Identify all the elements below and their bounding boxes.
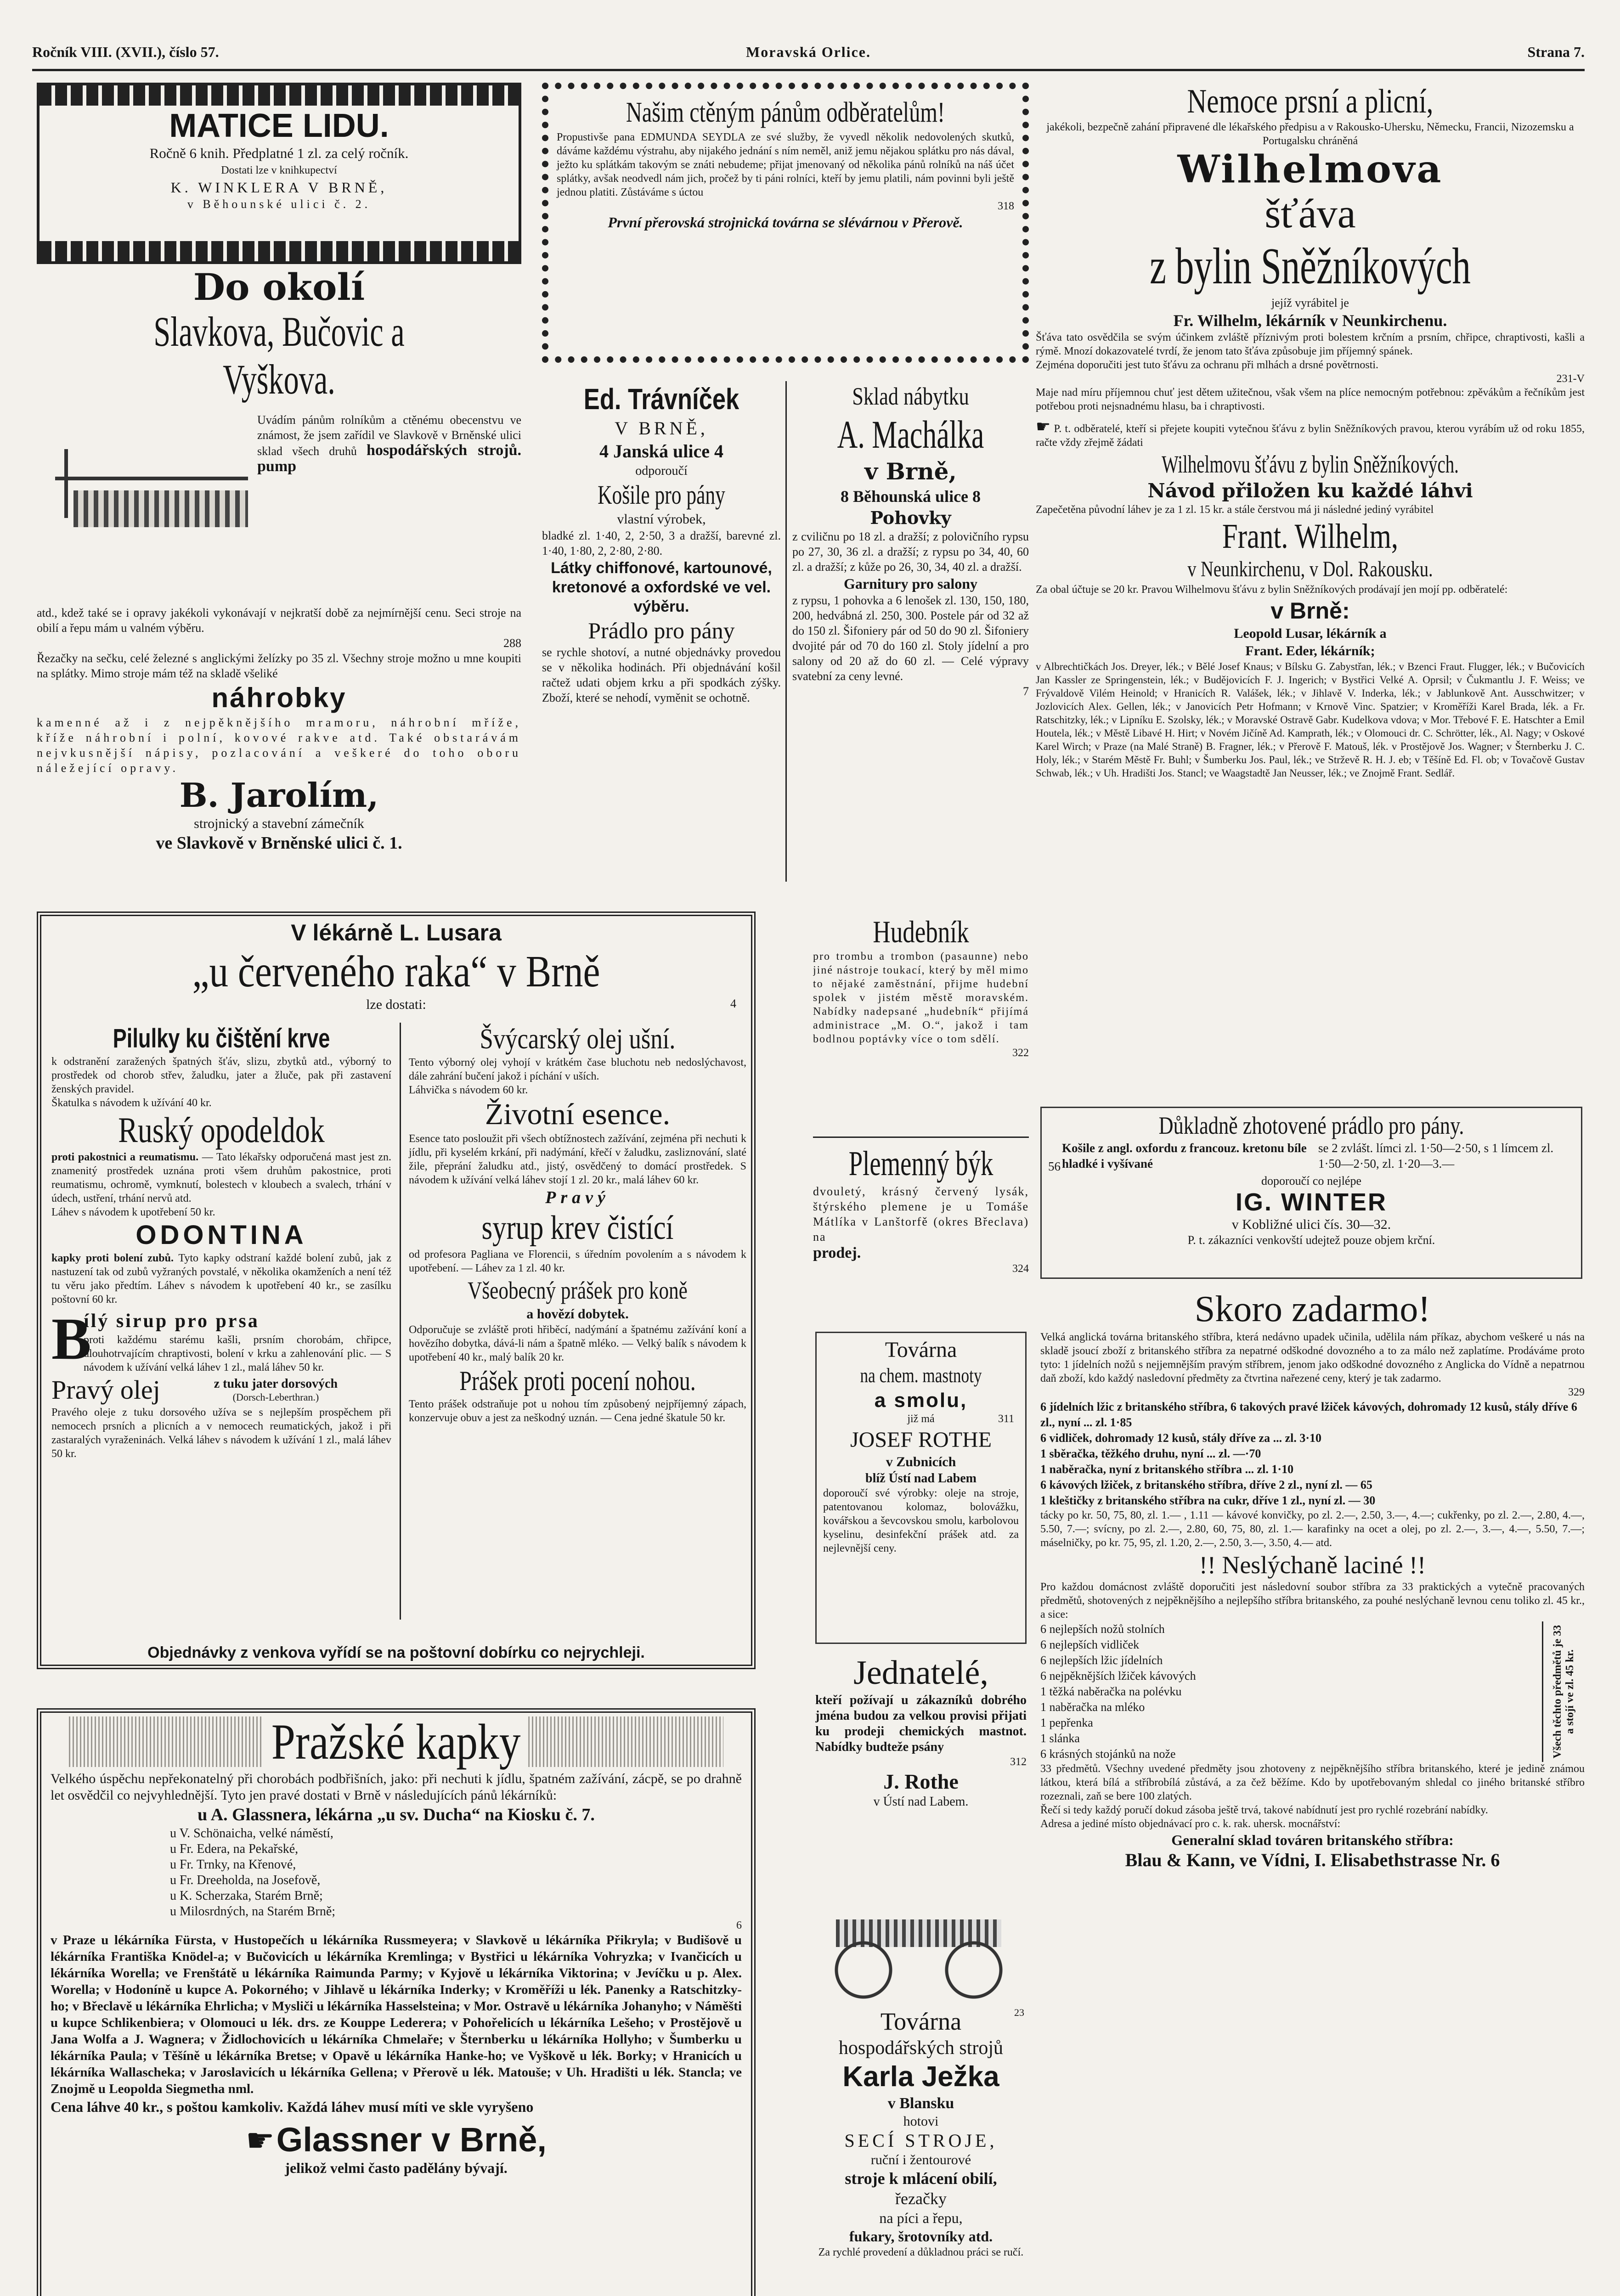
skoro-text: tácky po kr. 50, 75, 80, zl. 1.— , 1.11 — kávové konvičky, po zl. 2.—, 2.50, 3.—, 4.—; cukřenky, po zl. 2.—, 2.80, 4.—, 5.50, 7.—; svícny, po zl. 2.—, 2.80, 60, 75, 80, zl. 1.— karafinky na ocet a olej, po zl. 2.—, 3.—, 4.—, 5.50, 7.—; máselničky, po kr. 75, 95, zl. 1.20, 2.—, 2.50, 3.—, 3.50, 4.— atd. (1040, 1509, 1585, 1549)
skoro-set-item: 1 slánka (1040, 1732, 1080, 1745)
skoro-text: Pro každou domácnost zvláště doporučiti jest následovní soubor stříbra za 33 praktických a vytečně pracovaných předmětů, shotovených z nejpěknějšího a nejlepšího stříbra britanského, za pouhé neslýchaně levnou cenu toliko zl. 45 kr., a sice: (1040, 1581, 1585, 1621)
machalek-name: A. Machálka (837, 412, 984, 456)
skoro-text: 33 předmětů. Všechny uvedené předměty jsou zhotoveny z nejpěknějšího stříbra britanského, které je jedině známou látkou, která bílá a stříbrobílá zůstává, a za čež běžíme. Kdo by upotřebovaným shledal co jiného britanské stříbro rozeznali, zaň se bere 100 zlatých. (1040, 1763, 1585, 1802)
ad-number: 318 (998, 200, 1014, 212)
lusar-text: k odstranění zaražených špatných šťáv, slizu, zbytků atd., výborný to prostředek od chorob střev, žaludku, jater a žluče, pak při zastavení ženských pravidel. (51, 1056, 391, 1095)
jarolim-heading: Slavkova, Bučovic a Vyškova. (153, 308, 405, 403)
seed-drill-illustration (822, 1901, 1020, 2002)
wilhelm-lekarna: Leopold Lusar, lékárník a (1234, 626, 1387, 641)
skoro-item: 1 naběračka, nyní z britanského stříbra ... zl. 1·10 (1040, 1463, 1294, 1476)
prazske-text: v Praze u lékárníka Fürsta, v Hustopečích u lékárníka Russmeyera; v Slavkově u lékárníka Přikryla; v Budišově u lékárníka Františka Knödel-a; v Bučovicích u lékárníka Kremlinga; v Bystřici u lékárníka Vohryzka; v Ivančicích u lékárníka Worella; ve Frenštátě u lékárníka Raimunda Parmy; v Kyjově u lékárníka Viktorina; v Jevíčku u p. Alex. Worella; v Hodoníně u kupce A. Pokorného; v Jihlavě u lékárníka Inderky; v Kroměříži u lék. Panenky a Ratschitzky-ho; v Břeclavě u lékárníka Ehrlicha; v Mysliči u lékárníka Hasselsteina; v Mor. Ostravě u lékárníka Johanyho; v Náměšti u kupce Schlikenbiera; v Olomouci u lék. drs. ze Kouppe Lederera; v Pohořelicích u lékárníka Lešeho; v Prostějově u Jana Wolfa a J. Wagnera; v Židlochovicích u lékárníka Chmelaře; v Šternberku u lékárníka Hollyho; v Šumberku u lékárníka Paula; v Těšíně u lékárníka Bretse; v Opavě u lékárníka Hanke-ho; ve Vyškově u lék. Borky; v Hranicích u lékárníka Wallascheka; v Jaroslavicích u lékárníka Gellena; v Přerově u lék. Matouše; v Uh. Hradišti u lék. Stancla; ve Znojmě u Leopolda Siegmetha nml. (51, 1933, 742, 2096)
wilhelm-text: Šťáva tato osvědčila se svým účinkem zvláště příznivým proti bolestem krčním a prsním, chřipce, chraptivosti, kašli a rýmě. Mnozí dokazovatelé tvrdí, že jenom tato šťáva způsobuje jim příjemný spánek. (1036, 332, 1585, 357)
skoro-text: Velká anglická továrna britanského stříbra, která nedávno upadek učinila, udělila nám příkaz, abychom veškeré u nás na skladě jsoucí zboží z britanského stříbra za nepatrné odškodné dovozného a to za málo než zaplatíme. Prodáváme proto tyto: 1 jídelních nožů s nejjemnějším pravým stříbrem, jenom jako odškodné dovozného z Anglicka do Vídně a nepatrnou daň zboží, kdo každý nasledovní předměty za čtvrtina nařezené ceny, který je tak zadarmo. (1040, 1331, 1585, 1384)
jezek-seci: SECÍ STROJE, (844, 2130, 998, 2151)
rothe-jiz: již má (907, 1413, 935, 1425)
prazske-text: Velkého úspěchu nepřekonatelný při chorobách podbřišních, jako: při nechuti k jídlu, špatném zažívání, zácpě, se po drahně let osvědčil co nejvyhlednější. Tyto jen pravé dostati v Brně v následujících pánů lékárníků: (51, 1771, 742, 1803)
lusar-text: Tento výborný olej vyhojí v krátkém čase bluchotu neb nedoslýchavost, dále zahrání bučení jakož i píchání v uších. (409, 1057, 746, 1082)
travnicek-sub: odporoučí (635, 464, 688, 478)
skoro-generalni: Generalní sklad továren britanského stříbra: (1171, 1832, 1454, 1848)
wilhelm-brand: Wilhelmova (1177, 147, 1443, 191)
ad-number: 23 (1014, 2007, 1024, 2018)
lusar-olej: Pravý olej (51, 1375, 160, 1405)
matice-title: MATICE LIDU. (169, 107, 389, 144)
rothe-ad (815, 1332, 1027, 1644)
page-header (32, 44, 1585, 71)
lusar-sub: (Dorsch-Leberthran.) (232, 1391, 319, 1403)
matice-line: K. WINKLERA V BRNĚ, (170, 179, 388, 196)
skoro-side (1542, 1621, 1585, 1762)
skoro-items (1040, 1399, 1585, 1508)
lusar-pocen: Prášek proti pocení nohou. (459, 1366, 696, 1396)
prazske-list-item: u Fr. Dreeholda, na Josefově, (170, 1873, 321, 1887)
wilhelm-vyrobce: jejíž vyrábitel je (1271, 296, 1349, 310)
plough-illustration (37, 422, 253, 596)
winter-title: Důkladně zhotovené prádlo pro pány. (1158, 1112, 1464, 1139)
wilhelm-zbylin: z bylin Sněžníkových (1150, 238, 1471, 295)
lusar-price: Láhvička s návodem 60 kr. (409, 1084, 528, 1096)
machalek-text: z cviličnu po 18 zl. a dražší; z polovičního rypsu po 27, 30, 36 zl. a dražší; z rypsu po 34, 40, 60 zl. a dražší; z kůže po 26, 30, 34, 40 zl. a dražší. (792, 530, 1029, 574)
skoro-set-item: 6 nejpěknějších lžiček kávových (1040, 1669, 1196, 1683)
jezek-rezacky: řezačky (895, 2189, 947, 2208)
winter-text: P. t. zákazníci venkovští udejtež pouze objem krční. (1187, 1233, 1435, 1247)
matice-line: Dostati lze v knihkupectví (221, 164, 337, 176)
ad-number: 4 (730, 997, 736, 1010)
travnicek-text: bladké zl. 1·40, 2, 2·50, 3 a dražší, barevné zl. 1·40, 1·80, 2, 2·80, 2·80. (542, 529, 781, 557)
lusar-footer: Objednávky z venkova vyřídí se na poštovní dobírku co nejrychleji. (147, 1644, 645, 1661)
matice-line: Ročně 6 knih. Předplatné 1 zl. za celý ročník. (149, 145, 409, 161)
skoro-text: Adresa a jediné místo objednávací pro c. k. rak. uhersk. mocnářství: (1040, 1818, 1341, 1830)
wilhelm-lekarnik: Fr. Wilhelm, lékárník v Neunkirchenu. (1173, 311, 1447, 330)
lusar-text: — Tato lékařsky odporučená mast jest zn. znamenitý prostředek uznána proti všem druhům pakostnice, proti reumatismu, ochromě, vymknutí, bolestech v kloubech a svalech, trhání v údech, ustření, trhání nervů atd. (51, 1151, 392, 1204)
byk-prodej: prodej. (813, 1244, 861, 1261)
skoro-set-item: 1 pepřenka (1040, 1716, 1093, 1729)
divider (813, 1137, 1029, 1138)
lusar-pre: V lékárně L. Lusara (291, 920, 502, 945)
jezek-city: v Blansku (887, 2095, 954, 2112)
winter-prices: se 2 zvlášt. límci zl. 1·50—2·50, s 1 límcem zl. 1·50—2·50, zl. 1·20—3.— (1318, 1141, 1554, 1171)
machalek-city: v Brně, (864, 458, 957, 485)
lusar-text: Odporučuje se zvláště proti hřiběcí, nadýmání a špatnému zažívání koní a hovězího dobytka, dává-li nám a špatně mléko. — Velký balík s návodem k upotřebení 40 kr., malý balík 20 kr. (409, 1324, 746, 1363)
ad-number: 288 (503, 636, 521, 650)
prazske-foot: jelikož velmi často padělány bývají. (285, 2160, 508, 2176)
lusar-prasek: Všeobecný prášek pro koně (468, 1277, 688, 1304)
rothe-heading: a smolu, (874, 1389, 968, 1412)
prazske-list-item: u Fr. Edera, na Pekařské, (170, 1842, 299, 1856)
lusar-pilulky: Pilulky ku čištění krve (113, 1024, 330, 1053)
page-number: Strana 7. (1527, 44, 1585, 60)
wilhelm-stava: šťáva (1264, 191, 1356, 236)
rothe-name: JOSEF ROTHE (850, 1428, 992, 1452)
jednatele-name: J. Rothe (883, 1770, 959, 1793)
wilhelm-text: Za obal účtuje se 20 kr. Pravou Wilhelmovu šťávu z bylin Sněžníkových prodávají jen mojí pp. odběratelé: (1036, 584, 1508, 596)
masthead-title: Moravská Orlice. (746, 44, 871, 60)
divider (400, 1023, 401, 1620)
notice-odberatelum (542, 83, 1029, 363)
hudebnik-title: Hudebník (873, 914, 969, 949)
lusar-initial-b: B (51, 1306, 91, 1372)
travnicek-latky: Látky chiffonové, kartounové, kretonové a oxfordské ve vel. výběru. (551, 559, 772, 615)
wilhelm-text: P. t. odběratelé, kteří si přejete koupiti vytečnou šťávu z bylin Sněžníkových pravou, kterou vyrábím už od roku 1855, račte vždy zřejmě žádati (1036, 423, 1585, 449)
travnicek-street: 4 Janská ulice 4 (599, 441, 724, 461)
machalek-head: Sklad nábytku (852, 383, 969, 410)
lusar-sub: a hovězí dobytek. (526, 1306, 629, 1322)
jarolim-name: B. Jarolím, (179, 776, 379, 815)
prazske-list-item: u Fr. Trnky, na Křenové, (170, 1857, 296, 1872)
jezek-name: Karla Ježka (842, 2061, 999, 2093)
nemoce-title: Nemoce prsní a plicní, (1187, 83, 1434, 120)
travnicek-kosile: Košile pro pány (598, 480, 725, 510)
lusar-title: „u červeného raka“ v Brně (192, 947, 600, 996)
skoro-set-item: 6 nejlepších lžic jídelních (1040, 1654, 1163, 1667)
prazske-list-item: u K. Scherzaka, Starém Brně; (170, 1889, 323, 1903)
jarolim-nahrobky: náhrobky (211, 682, 347, 713)
machalek-pohovky: Pohovky (870, 507, 951, 528)
wilhelm-lekarna: Frant. Eder, lékárník; (1245, 643, 1375, 658)
prazske-title: Pražské kapky (264, 1716, 529, 1767)
jarolim-ad (37, 266, 521, 895)
ad-number: 231-V (1556, 373, 1585, 385)
machalek-text: z rypsu, 1 pohovka a 6 lenošek zl. 130, 150, 180, 200, hedvábná zl. 250, 300. Postele pár od 32 až do 150 zl. Šifoniery pár od 50 do 90 zl. Šifoniery dvojité pár od 70 do 160 zl. Stoly jídelní a pro salony od 20 až do 60 zl. — Celé výpravy svatební za ceny levné. (792, 594, 1029, 683)
skoro-neslychane: !! Neslýchaně laciné !! (1199, 1551, 1426, 1579)
lusar-odontina: ODONTINA (135, 1220, 307, 1250)
skoro-set-item: 1 těžká naběračka na polévku (1040, 1685, 1182, 1698)
divider (785, 381, 787, 882)
prazske-list-item: u V. Schönaicha, velké náměstí, (170, 1826, 333, 1840)
rothe-sub: blíž Ústí nad Labem (865, 1471, 977, 1486)
byk-title: Plemenný býk (848, 1144, 993, 1183)
lusar-bily: ílý sirup pro prsa (84, 1311, 260, 1332)
skoro-zadarmo-ad (1040, 1288, 1585, 2296)
travnicek-text: se rychle shotoví, a nutné objednávky provedou se v několika hodinách. Při objednávání košil račtež udati objem krku a při spodkách zýšky. Zboží, které se nehodí, vyměnit se ochotně. (542, 646, 781, 704)
skoro-set-item: 6 nejlepších nožů stolních (1040, 1622, 1165, 1636)
skoro-firm: Blau & Kann, ve Vídni, I. Elisabethstrasse Nr. 6 (1125, 1850, 1500, 1870)
winter-ad (1040, 1107, 1582, 1279)
skoro-item: 6 jídelních lžic z britanského stříbra, 6 takových pravé lžiček kávových, dohromady 12 kusů, stály dříve 6 zl., nyní ... zl. 1·85 (1040, 1400, 1577, 1429)
rothe-heading: Továrna (885, 1338, 957, 1362)
wilhelm-name: Frant. Wilhelm, (1222, 517, 1399, 556)
ad-number: 56 (1048, 1159, 1061, 1173)
hudebnik-ad (813, 914, 1029, 1130)
jarolim-text: Uvádím pánům rolníkům a ctěnému obecenstvu ve známost, že jsem zařídil ve Slavkově v Brněnské ulici sklad všech druhů (257, 413, 521, 458)
matice-line: v Běhounské ulici č. 2. (187, 197, 371, 211)
jarolim-address: ve Slavkově v Brněnské ulici č. 1. (156, 833, 402, 853)
prazske-cena: Cena láhve 40 kr., s poštou kamkoliv. Každá láhev musí míti ve skle vyryšeno (51, 2099, 534, 2115)
wilhelm-ad (1036, 83, 1585, 1102)
skoro-set-item: 1 naběračka na mléko (1040, 1700, 1145, 1714)
lusar-price: Škatulka s návodem k užívání 40 kr. (51, 1097, 212, 1109)
machalek-garnitury: Garnitury pro salony (844, 575, 977, 592)
winter-row: Košile z angl. oxfordu z francouz. kretonu bíle hladké i vyšívané (1062, 1141, 1307, 1171)
jarolim-heading: Do okolí (193, 266, 365, 309)
lusar-syrup: syrup krev čistící (481, 1209, 674, 1247)
lusar-text: od profesora Pagliana ve Florencii, s úředním povolením a s návodem k upotřebení. — Láhev za 1 zl. 40 kr. (409, 1249, 746, 1274)
wilhelm-text: Maje nad míru příjemnou chuť jest dětem užitečnou, však všem na plíce nemocným potřebnou: zpěvákům a řečníkům jest potřebou proti nejsnadnému hlasu, ba i chraptivosti. (1036, 387, 1585, 412)
skoro-set (1040, 1621, 1542, 1762)
notice-signature: První přerovská strojnická továrna se slévárnou v Přerově. (608, 214, 963, 231)
skoro-item: 1 sběračka, těžkého druhu, nyní ... zl. —·70 (1040, 1447, 1261, 1460)
lusar-svycarsky: Švýcarský olej ušní. (480, 1024, 676, 1055)
lusar-text: proti každému starému kašli, prsním chorobám, chřipce, dlouhotrvajícím chraptivosti, bolení v krku a zahlenování plic. — S návodem k užívání velká láhev 1 zl., malá láhev 50 kr. (84, 1334, 391, 1373)
nemoce-text: jakékoli, bezpečně zahání připravené dle lékařského předpisu a v Rakousko-Uhersku, Německu, Francii, Nizozemsku a Portugalsku chráněná (1046, 121, 1574, 147)
jezek-rucni: ruční i žentourové (870, 2152, 971, 2167)
jarolim-sub: strojnický a stavební zámečník (194, 816, 364, 831)
jarolim-bold: hospodářských strojů. pump (257, 442, 521, 475)
matice-lidu-ad (37, 83, 521, 264)
jezek-mlaticim: stroje k mlácení obilí, (845, 2169, 997, 2188)
lusar-zivotni: Životní esence. (485, 1097, 671, 1131)
skoro-title: Skoro zadarmo! (1194, 1289, 1431, 1329)
rothe-city: v Zubnicích (886, 1454, 956, 1469)
notice-title: Našim ctěným pánům odběratelům! (626, 97, 945, 128)
jezek-repu: na píci a řepu, (879, 2210, 963, 2226)
lusar-text: Pravého oleje z tuku dorsového užíva se s nejlepším prospěchem při nemocech prsních a plicních a v nemocech reumatických, jakož i při zastaralých vyraženinách. Velká láhev s návodem k užívání 1 zl., malá láhev 50 kr. (51, 1407, 391, 1460)
lusar-rusky: Ruský opodeldok (118, 1110, 325, 1150)
lusar-text: Esence tato posloužit při všech obtížnostech zažívání, zejména při nechuti k jídlu, při kyselém krkání, při nadýmání, křečí v žaludku, zasliznování, slaté žile, přeprání žaludku atd., jistý, osvědčený to domácí prostředek. S návodem k užívání velká láhev stojí 1 zl. 20 kr., malá láhev 60 kr. (409, 1133, 746, 1186)
lusar-sub: kapky proti bolení zubů. (51, 1252, 174, 1264)
machalek-ad (792, 381, 1029, 882)
pointing-hand-icon: ☛ (1036, 417, 1051, 436)
byk-text: dvouletý, krásný červený lysák, štýrského plemene je u Tomáše Mátlíka v Lanštorfě (okres Břeclava) na (813, 1185, 1029, 1244)
byk-ad (813, 1143, 1029, 1318)
jezek-hotovi: hotovi (903, 2114, 939, 2129)
travnicek-pradlo: Prádlo pro pány (588, 618, 735, 643)
jednatele-title: Jednatelé, (853, 1654, 988, 1692)
skoro-side-text: Všech těchto předmětů je 33 a stojí ve zl. 45 kr. (1552, 1625, 1576, 1759)
wilhelm-city: v Neunkirchenu, v Dol. Rakousku. (1187, 557, 1433, 581)
travnicek-city: V BRNĚ, (615, 418, 708, 439)
machalek-street: 8 Běhounská ulice 8 (840, 487, 981, 506)
wilhelm-list: v Albrechtičkách Jos. Dreyer, lék.; v Bělé Josef Knaus; v Bílsku G. Zabystřan, lék.; v Bzenci Fraut. Flugger, lék.; v Bučovicích Jan Kassler ze Springenstein, lék.; v Budějovicích F. J. Ingerich; v Bystřici Velké A. Oprsil; v Čukmantlu J. F. Weiss; ve Frývaldově Vilém Heinold; v Hranicích R. Valášek, lék.; v Jihlavě V. Inderka, lék.; v Jablunkově Ant. Ausschwitzer; v Jozlovicích Alex. Gellen, lék.; v Janovicích Petr Hofmann; v Krnově Vinc. Spatzier; v Kroměříži Karel Brada, lék. a Fr. Ratschitzky, lék.; v Lipníku E. Szolsky, lék.; v Moravské Ostravě Gabr. Kudelkova vdova; v Mor. Třebové F. E. Hatschter a Emil Houtela, lék.; v Městě Libavé H. Hirt; v Novém Jičíně Ad. Kamprath, lék.; v Olomouci dr. C. Schrötter, lék., Al. Nagy; v Oskové Karel Wirch; v Praze (na Malé Straně) B. Fragner, lék.; v Přerově F. Matouš, lék. v Prostějově Jos. Wagner; v Šternberku J. C. Holy, lék.; v Starém Městě Fr. Buhl; v Šumberku Jos. Paul, lék.; ve Strževě R. H. J. eb; v Těšíně Ed. Fl. ob; v Tovačově Gustav Schwab, lék.; v Uh. Hradišti Jos. Stancl; ve Waagstadtě Jan Neusser, lék.; ve Znojmě Frant. Sedlář. (1036, 661, 1585, 779)
ad-number: 311 (998, 1413, 1014, 1425)
jezek-fukary: fukary, šrotovníky atd. (849, 2228, 993, 2245)
wilhelm-text: Zejména doporučiti jest tuto šťávu za ochranu při mlhách a drsné povětrnosti. (1036, 359, 1379, 371)
rothe-text: doporoučí své výrobky: oleje na stroje, patentovanou kolomaz, bolovážku, kovářskou a ševcovskou smolu, karbolovou kyselinu, desinfekční prášek atd. za nejlevnější ceny. (823, 1487, 1019, 1554)
pointing-hand-icon: ☛ (246, 2123, 275, 2159)
jarolim-text: atd., kdež také se i opravy jakékoli vykonávají v nejkratší době za nejmírnější cenu. Seci stroje na obilí a řepu mám u valném výběru. (37, 606, 521, 635)
skoro-text: Řečí si tedy každý poručí dokud zásoba ještě trvá, takové nabídnutí jest pro rychlé rozebrání nabídky. (1040, 1804, 1488, 1816)
ad-number: 312 (1010, 1756, 1027, 1768)
issue-label: Ročník VIII. (XVII.), číslo 57. (32, 44, 219, 60)
ad-number: 7 (1023, 685, 1029, 698)
jezek-text: Za rychlé provedení a důkladnou práci se ručí. (818, 2246, 1024, 2258)
ad-number: 324 (1012, 1263, 1029, 1275)
skoro-set-item: 6 krásných stojánků na nože (1040, 1747, 1176, 1761)
skoro-item: 6 kávových lžiček, z britanského stříbra, dříve 2 zl., nyní zl. — 65 (1040, 1478, 1372, 1491)
ornament-border (40, 241, 519, 261)
lusar-ad (37, 912, 756, 1669)
wilhelm-text: Zapečetěna původní láhev je za 1 zl. 15 kr. a stále čerstvou má ji následné jediný vyrábitel (1036, 504, 1434, 516)
jezek-heading: Továrna (880, 2008, 962, 2035)
rothe-heading: na chem. mastnoty (860, 1364, 982, 1387)
jezek-heading: hospodářských strojů (838, 2037, 1004, 2059)
jednatele-ad (815, 1653, 1027, 1892)
prazske-list (170, 1826, 742, 1919)
ad-number: 6 (736, 1919, 742, 1931)
ad-number: 322 (1012, 1047, 1029, 1059)
prazske-list-item: u Milosrdných, na Starém Brně; (170, 1904, 336, 1919)
travnicek-vlastni: vlastní výrobek, (617, 512, 706, 527)
wilhelm-navod: Návod přiložen ku každé láhvi (1147, 479, 1473, 502)
lusar-sub: z tuku jater dorsových (214, 1377, 338, 1391)
prazske-kapky-ad (37, 1708, 756, 2296)
travnicek-ad (542, 381, 781, 882)
travnicek-name: Ed. Trávníček (583, 383, 739, 416)
jarolim-text: kamenné až i z nejpěknějšího mramoru, náhrobní mříže, kříže náhrobní i polní, kovové rakve atd. Také obstarávám nejvkusnější nápisy, pozlacování a veškeré do toho oboru náležející opravy. (37, 716, 521, 775)
lusar-sub: lze dostati: (366, 997, 426, 1012)
prazske-main: u A. Glassnera, lékárna „u sv. Ducha“ na Kiosku č. 7. (198, 1805, 595, 1824)
wilhelm-brne: v Brně: (1270, 598, 1350, 624)
lusar-sub: proti pakostnici a reumatismu. (51, 1151, 199, 1163)
skoro-item: 6 vidliček, dohromady 12 kusů, stály dříve za ... zl. 3·10 (1040, 1431, 1322, 1445)
ad-number: 329 (1568, 1386, 1585, 1398)
jarolim-text: Řezačky na sečku, celé železné s anglickými želízky po 35 zl. Všechny stroje možno u mne koupiti na splátky. Mimo stroje mám též na skladě všeliké (37, 652, 521, 680)
jednatele-text: kteří požívají u zákazníků dobrého jména budou za velkou provisi přijati ku prodeji chemických mastnot. Nabídky budteže psány (815, 1693, 1027, 1754)
winter-name: IG. WINTER (1236, 1188, 1387, 1216)
notice-text: Propustivše pana EDMUNDA SEYDLA ze své služby, že vyvedl několik nedovolených skutků, dáváme každému výstrahu, aby nijakého jednání s ním neměl, aniž jemu nějakou splátku pro nás dával, ježto ku splátkám takovým se znáti nebudeme; přijat jmenovaný od několika pánů rolníků na náš účet splátky, avšak neodvedl nám jich, pročež by ti páni rolníci, kteří by jemu platili, nám povinni byli ještě jednou platiti. Zůstáváme s úctou (557, 131, 1014, 198)
lusar-text: Tento prášek odstraňuje pot u nohou tím způsobený nejpříjemný zápach, konzervuje obuv a jest za neškodný uznán. — Cena jedné škatule 50 kr. (409, 1398, 746, 1424)
winter-addr: v Kobližné ulici čís. 30—32. (1231, 1217, 1391, 1232)
winter-sub: doporoučí co nejlépe (1261, 1174, 1362, 1187)
skoro-set-item: 6 nejlepších vidliček (1040, 1638, 1140, 1651)
prazske-name: Glassner v Brně, (276, 2121, 547, 2159)
wilhelm-pravou: Wilhelmovu šťávu z bylin Sněžníkových. (1162, 450, 1459, 478)
hudebnik-text: pro trombu a trombon (pasaunne) nebo jiné nástroje toukací, který by měl mimo to nějaké zaměstnání, přijme hudební spolek v jistém městě moravském. Nabídky nadepsané „hudebník“ přijímá administrace „M. O.“, jakož i tam bodlnou poptávky více o tom sdělí. (813, 951, 1029, 1045)
skoro-item: 1 kleštičky z britanského stříbra na cukr, dříve 1 zl., nyní zl. — 30 (1040, 1494, 1376, 1507)
jezek-ad (813, 1901, 1029, 2296)
lusar-pravy: Pravý (545, 1188, 610, 1207)
ornament-border (40, 85, 519, 106)
jednatele-city: v Ústí nad Labem. (873, 1795, 969, 1809)
lusar-text: Tyto kapky odstraní každé bolení zubů, jak z nastuzení tak od zubů vyžraných povstalé, v několika okamženích a není též tu věru jako předtím. Láhev s návodem k upotřebení 40 kr., se zasílku poštovní 60 kr. (51, 1252, 391, 1306)
lusar-price: Láhev s návodem k upotřebení 50 kr. (51, 1206, 215, 1218)
